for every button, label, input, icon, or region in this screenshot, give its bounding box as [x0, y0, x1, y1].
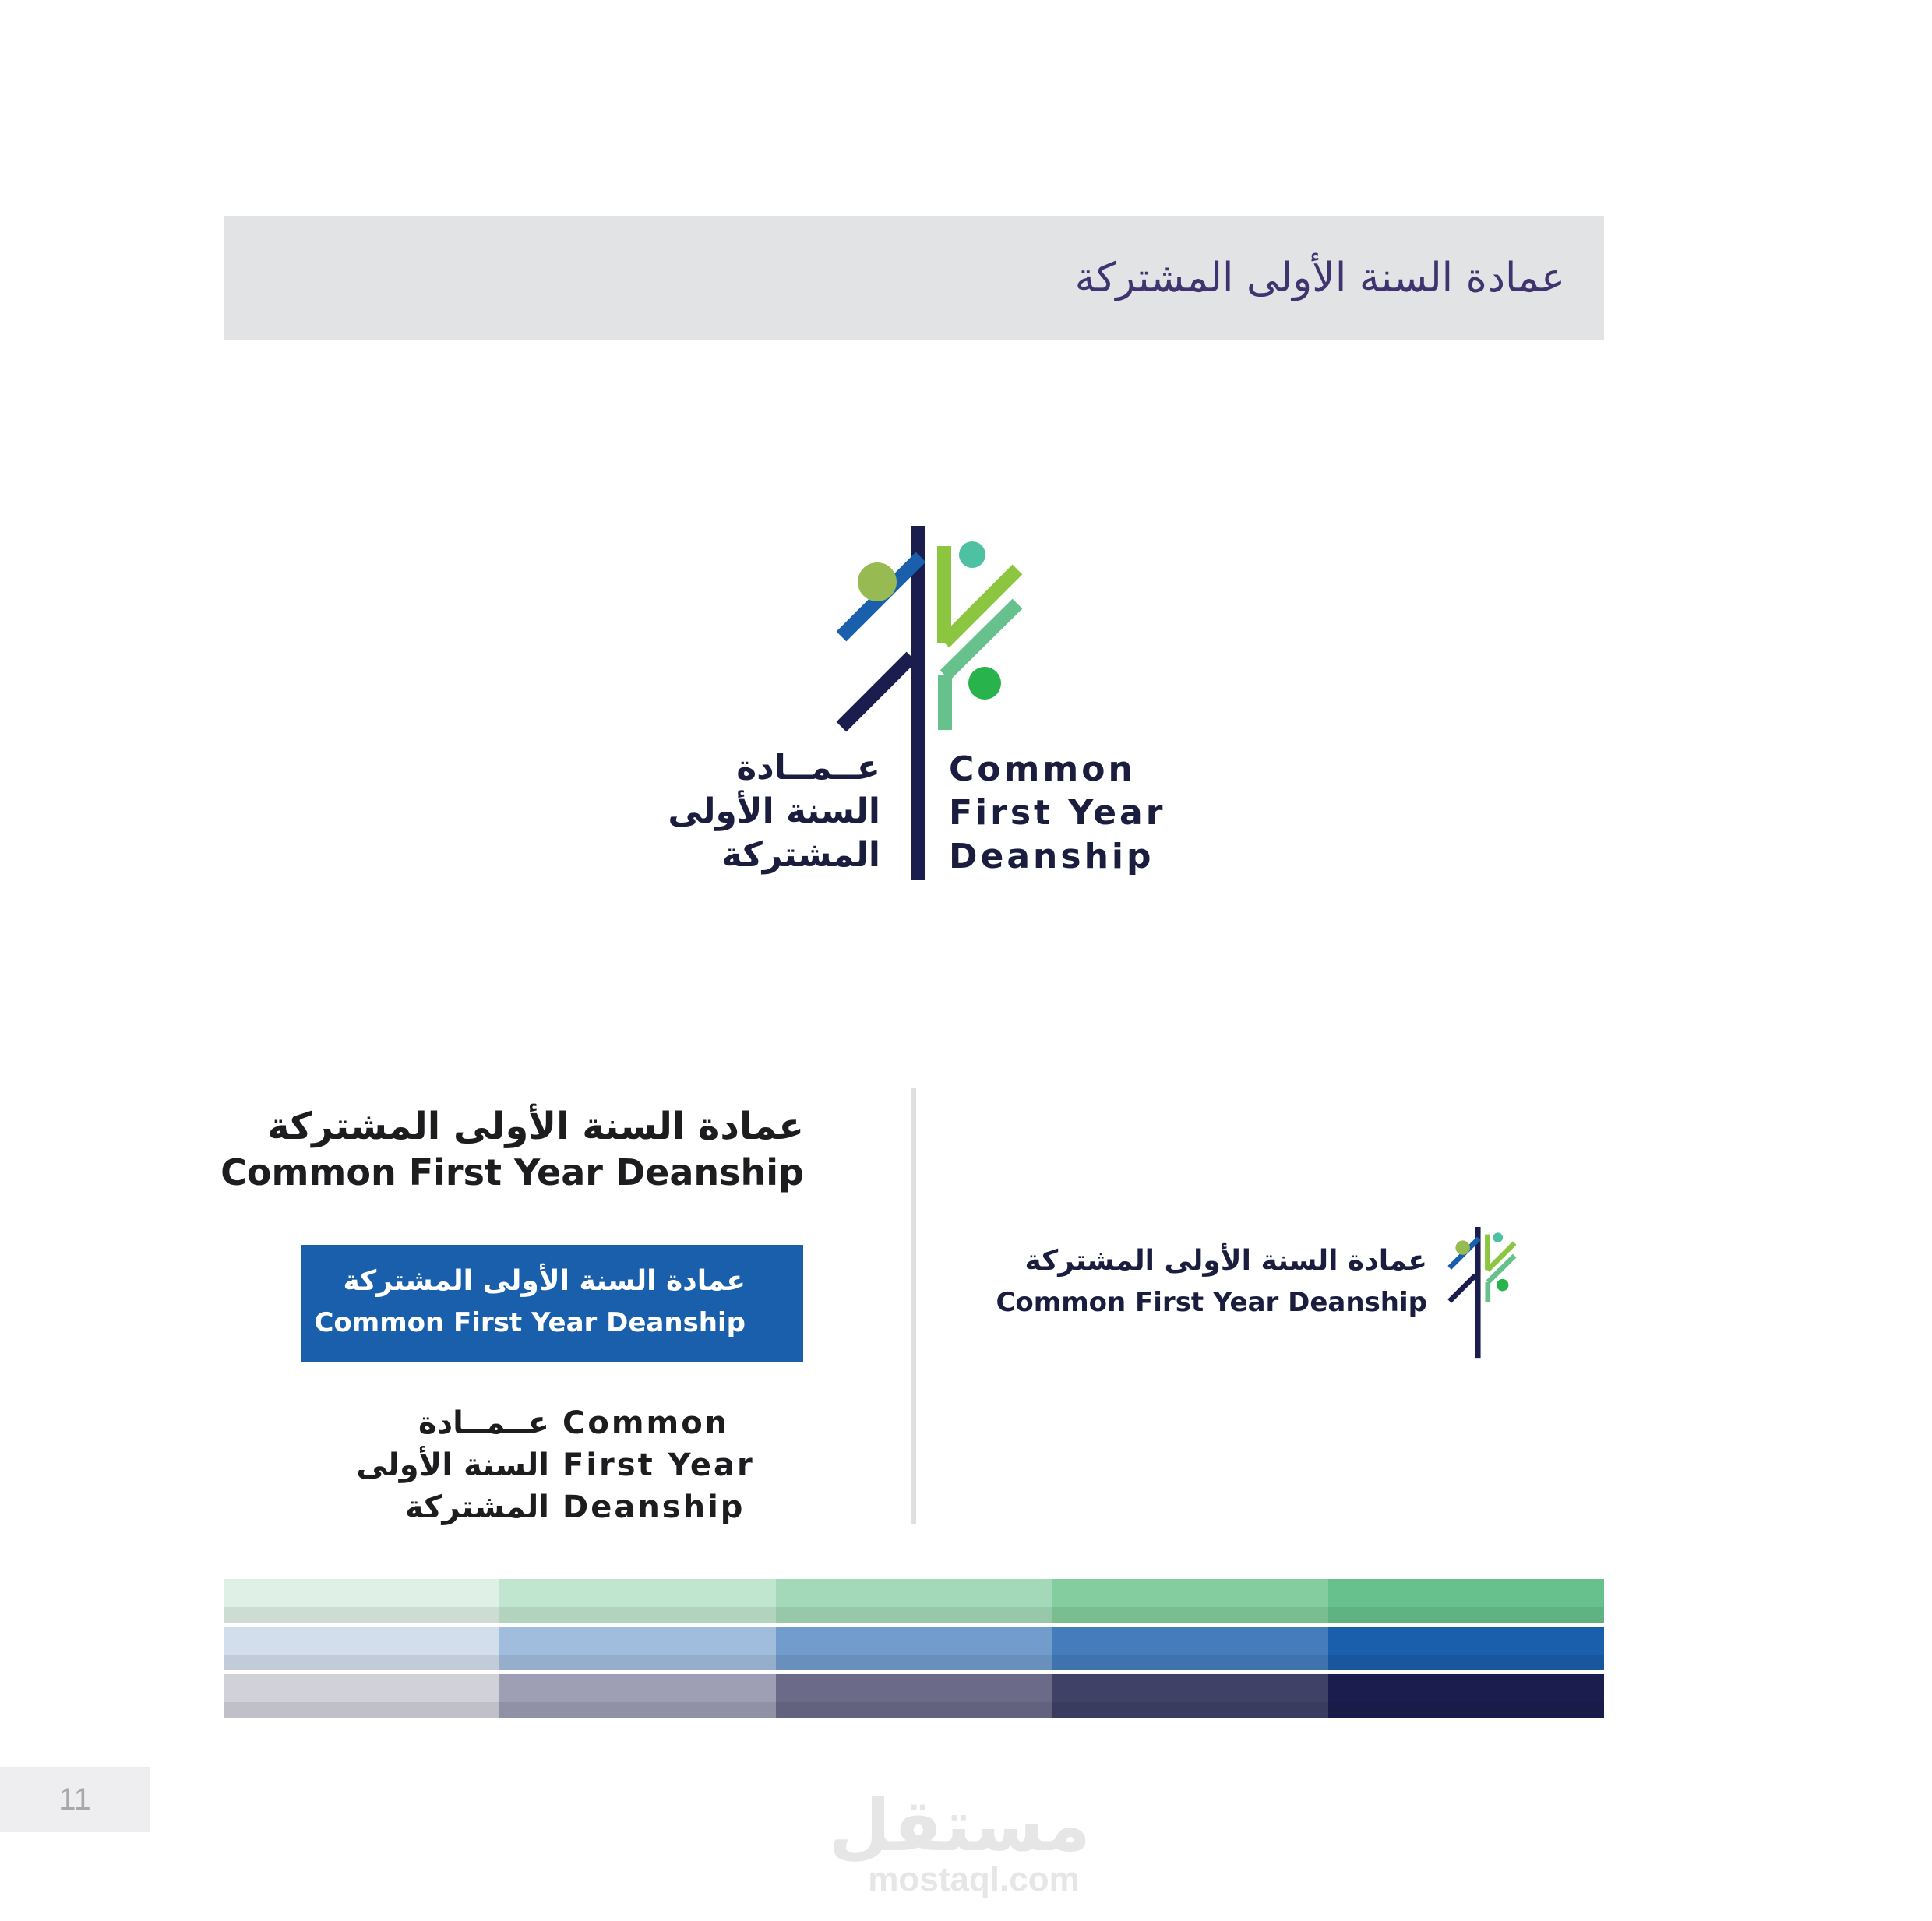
horizontal-logo-mark [1441, 1227, 1527, 1359]
stacked-en-line-1: Common [562, 1405, 730, 1441]
palette-swatch-navy-5 [1328, 1674, 1604, 1718]
variant-box-english: Common First Year Deanship [314, 1307, 746, 1338]
section-divider [911, 1088, 916, 1524]
palette-swatch-blue-3 [776, 1627, 1052, 1670]
main-logo-ar-line-1: عــمــادة [736, 748, 880, 788]
watermark-arabic: مستقل [828, 1784, 1091, 1867]
stacked-en-line-3: Deanship [562, 1489, 746, 1525]
stacked-ar-line-1: عــمــادة [418, 1405, 549, 1441]
color-palette [224, 1579, 1604, 1715]
main-logo-en-line-1: Common [949, 749, 1136, 789]
palette-row-navy [224, 1674, 1604, 1718]
main-logo-en-line-2: First Year [949, 793, 1166, 833]
palette-swatch-green-3 [776, 1579, 1052, 1623]
main-logo-arabic [647, 746, 880, 877]
palette-swatch-navy-1 [224, 1674, 499, 1718]
variant-box-arabic: عمادة السنة الأولى المشتركة [343, 1265, 746, 1297]
horizontal-logo-arabic: عمادة السنة الأولى المشتركة [1024, 1245, 1427, 1277]
variant-blue-box [301, 1245, 803, 1362]
page-number-box [0, 1767, 150, 1832]
stacked-en-line-2: First Year [562, 1447, 755, 1483]
palette-swatch-blue-5 [1328, 1627, 1604, 1670]
main-logo-en-line-3: Deanship [949, 837, 1155, 876]
palette-swatch-navy-3 [776, 1674, 1052, 1718]
palette-swatch-green-4 [1052, 1579, 1327, 1623]
stacked-ar-line-2: السنة الأولى [356, 1447, 549, 1483]
variant-stacked-english [562, 1402, 755, 1528]
palette-swatch-green-2 [499, 1579, 775, 1623]
logo-green-dot [968, 667, 1001, 700]
logo-navy-branch [841, 657, 911, 727]
variant-stacked-arabic [316, 1402, 549, 1528]
header-bar [224, 216, 1604, 340]
palette-swatch-blue-1 [224, 1627, 499, 1670]
stacked-ar-line-3: المشتركة [405, 1489, 549, 1525]
watermark-english: mostaql.com [868, 1860, 1080, 1898]
page-number: 11 [58, 1782, 91, 1817]
variant-text-english: Common First Year Deanship [220, 1151, 804, 1193]
palette-swatch-blue-4 [1052, 1627, 1327, 1670]
page-title: عمادة السنة الأولى المشتركة [1074, 255, 1565, 301]
palette-row-green [224, 1579, 1604, 1623]
palette-swatch-navy-4 [1052, 1674, 1327, 1718]
palette-swatch-blue-2 [499, 1627, 775, 1670]
main-logo-english [949, 748, 1165, 879]
logo-teal-dot [959, 541, 985, 568]
main-logo-ar-line-3: المشتركة [721, 835, 880, 875]
palette-swatch-green-1 [224, 1579, 499, 1623]
main-logo-ar-line-2: السنة الأولى [668, 791, 880, 831]
palette-row-blue [224, 1627, 1604, 1670]
horizontal-logo-english: Common First Year Deanship [996, 1287, 1427, 1318]
palette-swatch-navy-2 [499, 1674, 775, 1718]
logo-stem [911, 526, 925, 880]
palette-swatch-green-5 [1328, 1579, 1604, 1623]
logo-olive-dot [858, 562, 897, 601]
variant-text-arabic: عمادة السنة الأولى المشتركة [267, 1105, 804, 1148]
